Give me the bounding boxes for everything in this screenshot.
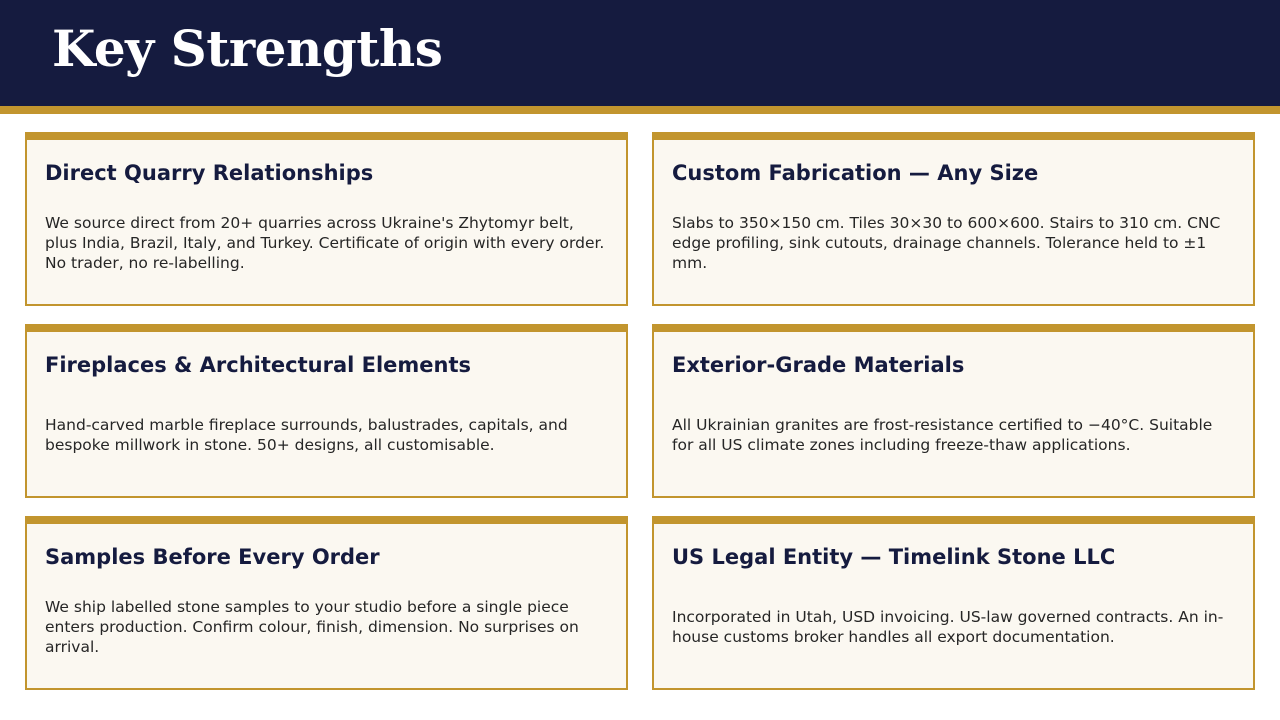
card-description: Slabs to 350×150 cm. Tiles 30×30 to 600×600. Stairs to 310 cm. CNC edge profiling, sink cutouts, drainage channels. Tolerance held to ±1 mm. (672, 214, 1221, 272)
card-title: Samples Before Every Order (45, 545, 380, 569)
card-title: Direct Quarry Relationships (45, 161, 374, 185)
strength-card-fireplaces (25, 324, 628, 498)
card-body (672, 188, 1235, 298)
card-body (45, 380, 608, 490)
page-title: Key Strengths (52, 19, 443, 78)
card-description: We source direct from 20+ quarries across Ukraine's Zhytomyr belt, plus India, Brazil, Italy, and Turkey. Certificate of origin with every order. No trader, no re-labelling. (45, 214, 605, 272)
card-body (45, 572, 608, 682)
card-title: US Legal Entity — Timelink Stone LLC (672, 545, 1116, 569)
header-gold-rule (0, 106, 1280, 114)
card-body (45, 188, 608, 298)
card-description: Hand-carved marble fireplace surrounds, balustrades, capitals, and bespoke millwork in stone. 50+ designs, all customisable. (45, 416, 568, 454)
card-description: All Ukrainian granites are frost-resistance certified to −40°C. Suitable for all US climate zones including freeze-thaw applications. (672, 416, 1213, 454)
card-body (672, 572, 1235, 682)
strength-card-samples (25, 516, 628, 690)
strength-card-exterior-grade (652, 324, 1255, 498)
card-title: Custom Fabrication — Any Size (672, 161, 1039, 185)
strength-card-us-legal-entity (652, 516, 1255, 690)
card-title: Exterior-Grade Materials (672, 353, 965, 377)
card-description: We ship labelled stone samples to your studio before a single piece enters production. Confirm colour, finish, dimension. No surprises on arrival. (45, 598, 579, 656)
strength-card-direct-quarry (25, 132, 628, 306)
card-body (672, 380, 1235, 490)
strength-card-custom-fabrication (652, 132, 1255, 306)
card-description: Incorporated in Utah, USD invoicing. US-law governed contracts. An in-house customs broker handles all export documentation. (672, 608, 1224, 646)
card-title: Fireplaces & Architectural Elements (45, 353, 472, 377)
